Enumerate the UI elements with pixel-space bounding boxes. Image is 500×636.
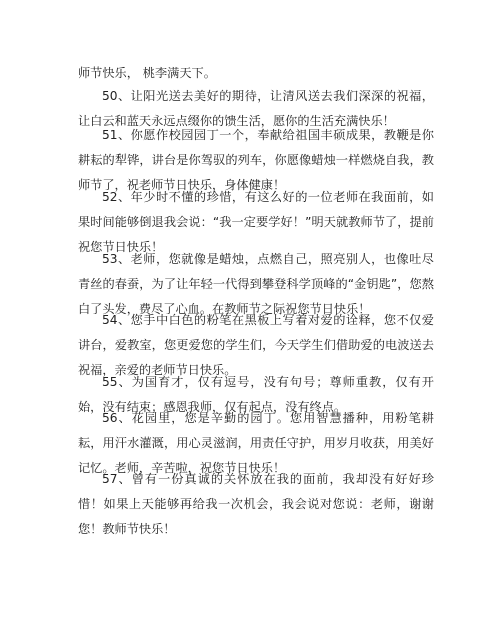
paragraph-56: 56、花园里，您是辛勤的园丁。您用智慧播种，用粉笔耕耘，用汗水灌溉，用心灵滋润，用责任守护，用岁月收获，用美好记忆。老师，辛苦啦，祝您节日快乐！ <box>78 411 434 475</box>
paragraph-57: 57、曾有一份真诚的关怀放在我的面前，我却没有好好珍惜！如果上天能够再给我一次机会，我会说对您说：老师，谢谢您！教师节快乐！ <box>78 472 434 536</box>
paragraph-51: 51、你愿作校园园丁一个，奉献给祖国丰硕成果，教鞭是你耕耘的犁铧，讲台是你驾驭的列车，你愿像蜡烛一样燃烧自我，教师节了，祝老师节日快乐，身体健康！ <box>78 128 434 192</box>
paragraph-54: 54、您手中白色的粉笔在黑板上写着对爱的诠释，您不仅爱讲台，爱教室，您更爱您的学生们，今天学生们借助爱的电波送去祝福，亲爱的老师节日快乐。 <box>78 313 434 377</box>
paragraph-53: 53、老师，您就像是蜡烛，点燃自己，照亮别人，也像吐尽青丝的春蚕，为了让年轻一代得到攀登科学顶峰的“金钥匙”，您熬白了头发，费尽了心血。在教师节之际祝您节日快乐！ <box>78 252 434 316</box>
paragraph-55: 55、为国育才，仅有逗号，没有句号；尊师重教，仅有开始，没有结束；感恩我师，仅有起点，没有终点。 <box>78 375 434 414</box>
paragraph-50: 50、让阳光送去美好的期待，让清风送去我们深深的祝福，让白云和蓝天永远点缀你的馈生活，愿你的生活充满快乐！ <box>78 89 434 128</box>
continued-text-fragment: 师节快乐， 桃李满天下。 <box>78 66 216 80</box>
paragraph-52: 52、年少时不懂的珍惜，有这么好的一位老师在我面前，如果时间能够倒退我会说：“我一定要学好！”明天就教师节了，提前祝您节日快乐！ <box>78 190 434 254</box>
